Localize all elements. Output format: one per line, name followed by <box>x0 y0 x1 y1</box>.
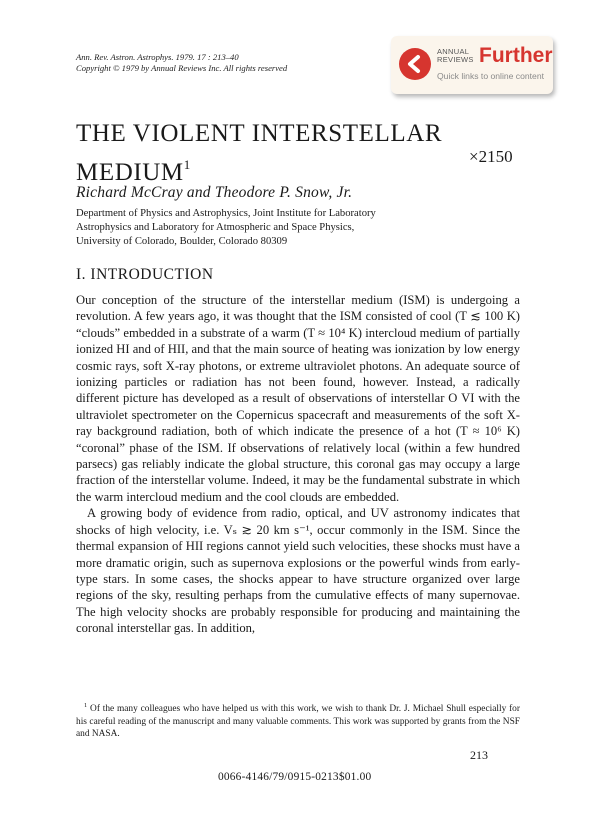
article-code: 0066-4146/79/0915-0213$01.00 <box>218 771 372 783</box>
arrow-left-icon <box>399 48 431 80</box>
journal-line-2: Copyright © 1979 by Annual Reviews Inc. All rights reserved <box>76 63 288 73</box>
reference-number: ×2150 <box>469 147 513 166</box>
badge-annual-label: ANNUAL <box>437 47 470 56</box>
footnote-text: Of the many colleagues who have helped us with this work, we wish to thank Dr. J. Michael Shull especially for his careful reading of the manuscript and many valuable comments. This work was supported by grants from the NSF and NASA. <box>76 704 520 740</box>
badge-annual-reviews <box>437 48 474 64</box>
badge-further-label: Further <box>479 44 553 67</box>
body-text <box>76 292 520 637</box>
affiliation <box>76 207 376 249</box>
title-line-2: MEDIUM <box>76 159 184 186</box>
badge-quick-links-label: Quick links to online content <box>437 71 545 81</box>
annual-reviews-logo-icon <box>399 48 431 80</box>
authors: Richard McCray and Theodore P. Snow, Jr. <box>76 184 353 201</box>
affiliation-line: University of Colorado, Boulder, Colorado 80309 <box>76 236 288 247</box>
footnote <box>76 700 520 741</box>
body-paragraph: A growing body of evidence from radio, optical, and UV astronomy indicates that shocks of high velocity, i.e. Vₛ ≳ 20 km s⁻¹, occur commonly in the ISM. Since the thermal expansion of HII regions cannot yield such velocities, these shocks must have a more dramatic origin, such as supernova explosions or the powerful winds from early-type stars. In some cases, the shocks appear to have structure organized over large regions of the sky, resulting perhaps from the cumulative effects of many supernovae. The high velocity shocks are probably responsible for producing and maintaining the coronal interstellar gas. In addition, <box>76 506 520 636</box>
badge-reviews-label: REVIEWS <box>437 55 474 64</box>
title-line-1: THE VIOLENT INTERSTELLAR <box>76 120 443 147</box>
article-title <box>76 118 442 188</box>
journal-citation <box>76 52 287 74</box>
journal-line-1: Ann. Rev. Astron. Astrophys. 1979. 17 : 213–40 <box>76 52 239 62</box>
section-heading: I. INTRODUCTION <box>76 266 214 283</box>
affiliation-line: Department of Physics and Astrophysics, Joint Institute for Laboratory <box>76 208 376 219</box>
title-footnote-mark: 1 <box>183 157 191 172</box>
footnote-mark: 1 <box>84 702 88 709</box>
body-paragraph: Our conception of the structure of the interstellar medium (ISM) is undergoing a revolution. A few years ago, it was thought that the ISM consisted of cool (T ≲ 100 K) “clouds” embedded in a substrate of a warm (T ≈ 10⁴ K) intercloud medium of partially ionized HI and of HII, and that the main source of heating was ionization by low energy cosmic rays, soft X-ray photons, or extreme ultraviolet photons. An adequate source of ionizing particles or radiation has not been found, however. Instead, a radically different picture has developed as a result of observations of interstellar O VI with the ultraviolet spectrometer on the Copernicus spacecraft and measurements of the soft X-ray background radiation, both of which indicate the presence of a hot (T ≈ 10⁶ K) “coronal” phase of the ISM. If observations of relatively local (within a few hundred parsecs) gas reliably indicate the global structure, this coronal gas may occupy a large fraction of the interstellar volume. Indeed, it may be the fundamental substrate in which the warm intercloud medium and the cool clouds are embedded. <box>76 293 520 504</box>
page-number: 213 <box>470 748 488 762</box>
affiliation-line: Astrophysics and Laboratory for Atmospheric and Space Physics, <box>76 222 355 233</box>
further-links-badge[interactable] <box>391 36 553 94</box>
